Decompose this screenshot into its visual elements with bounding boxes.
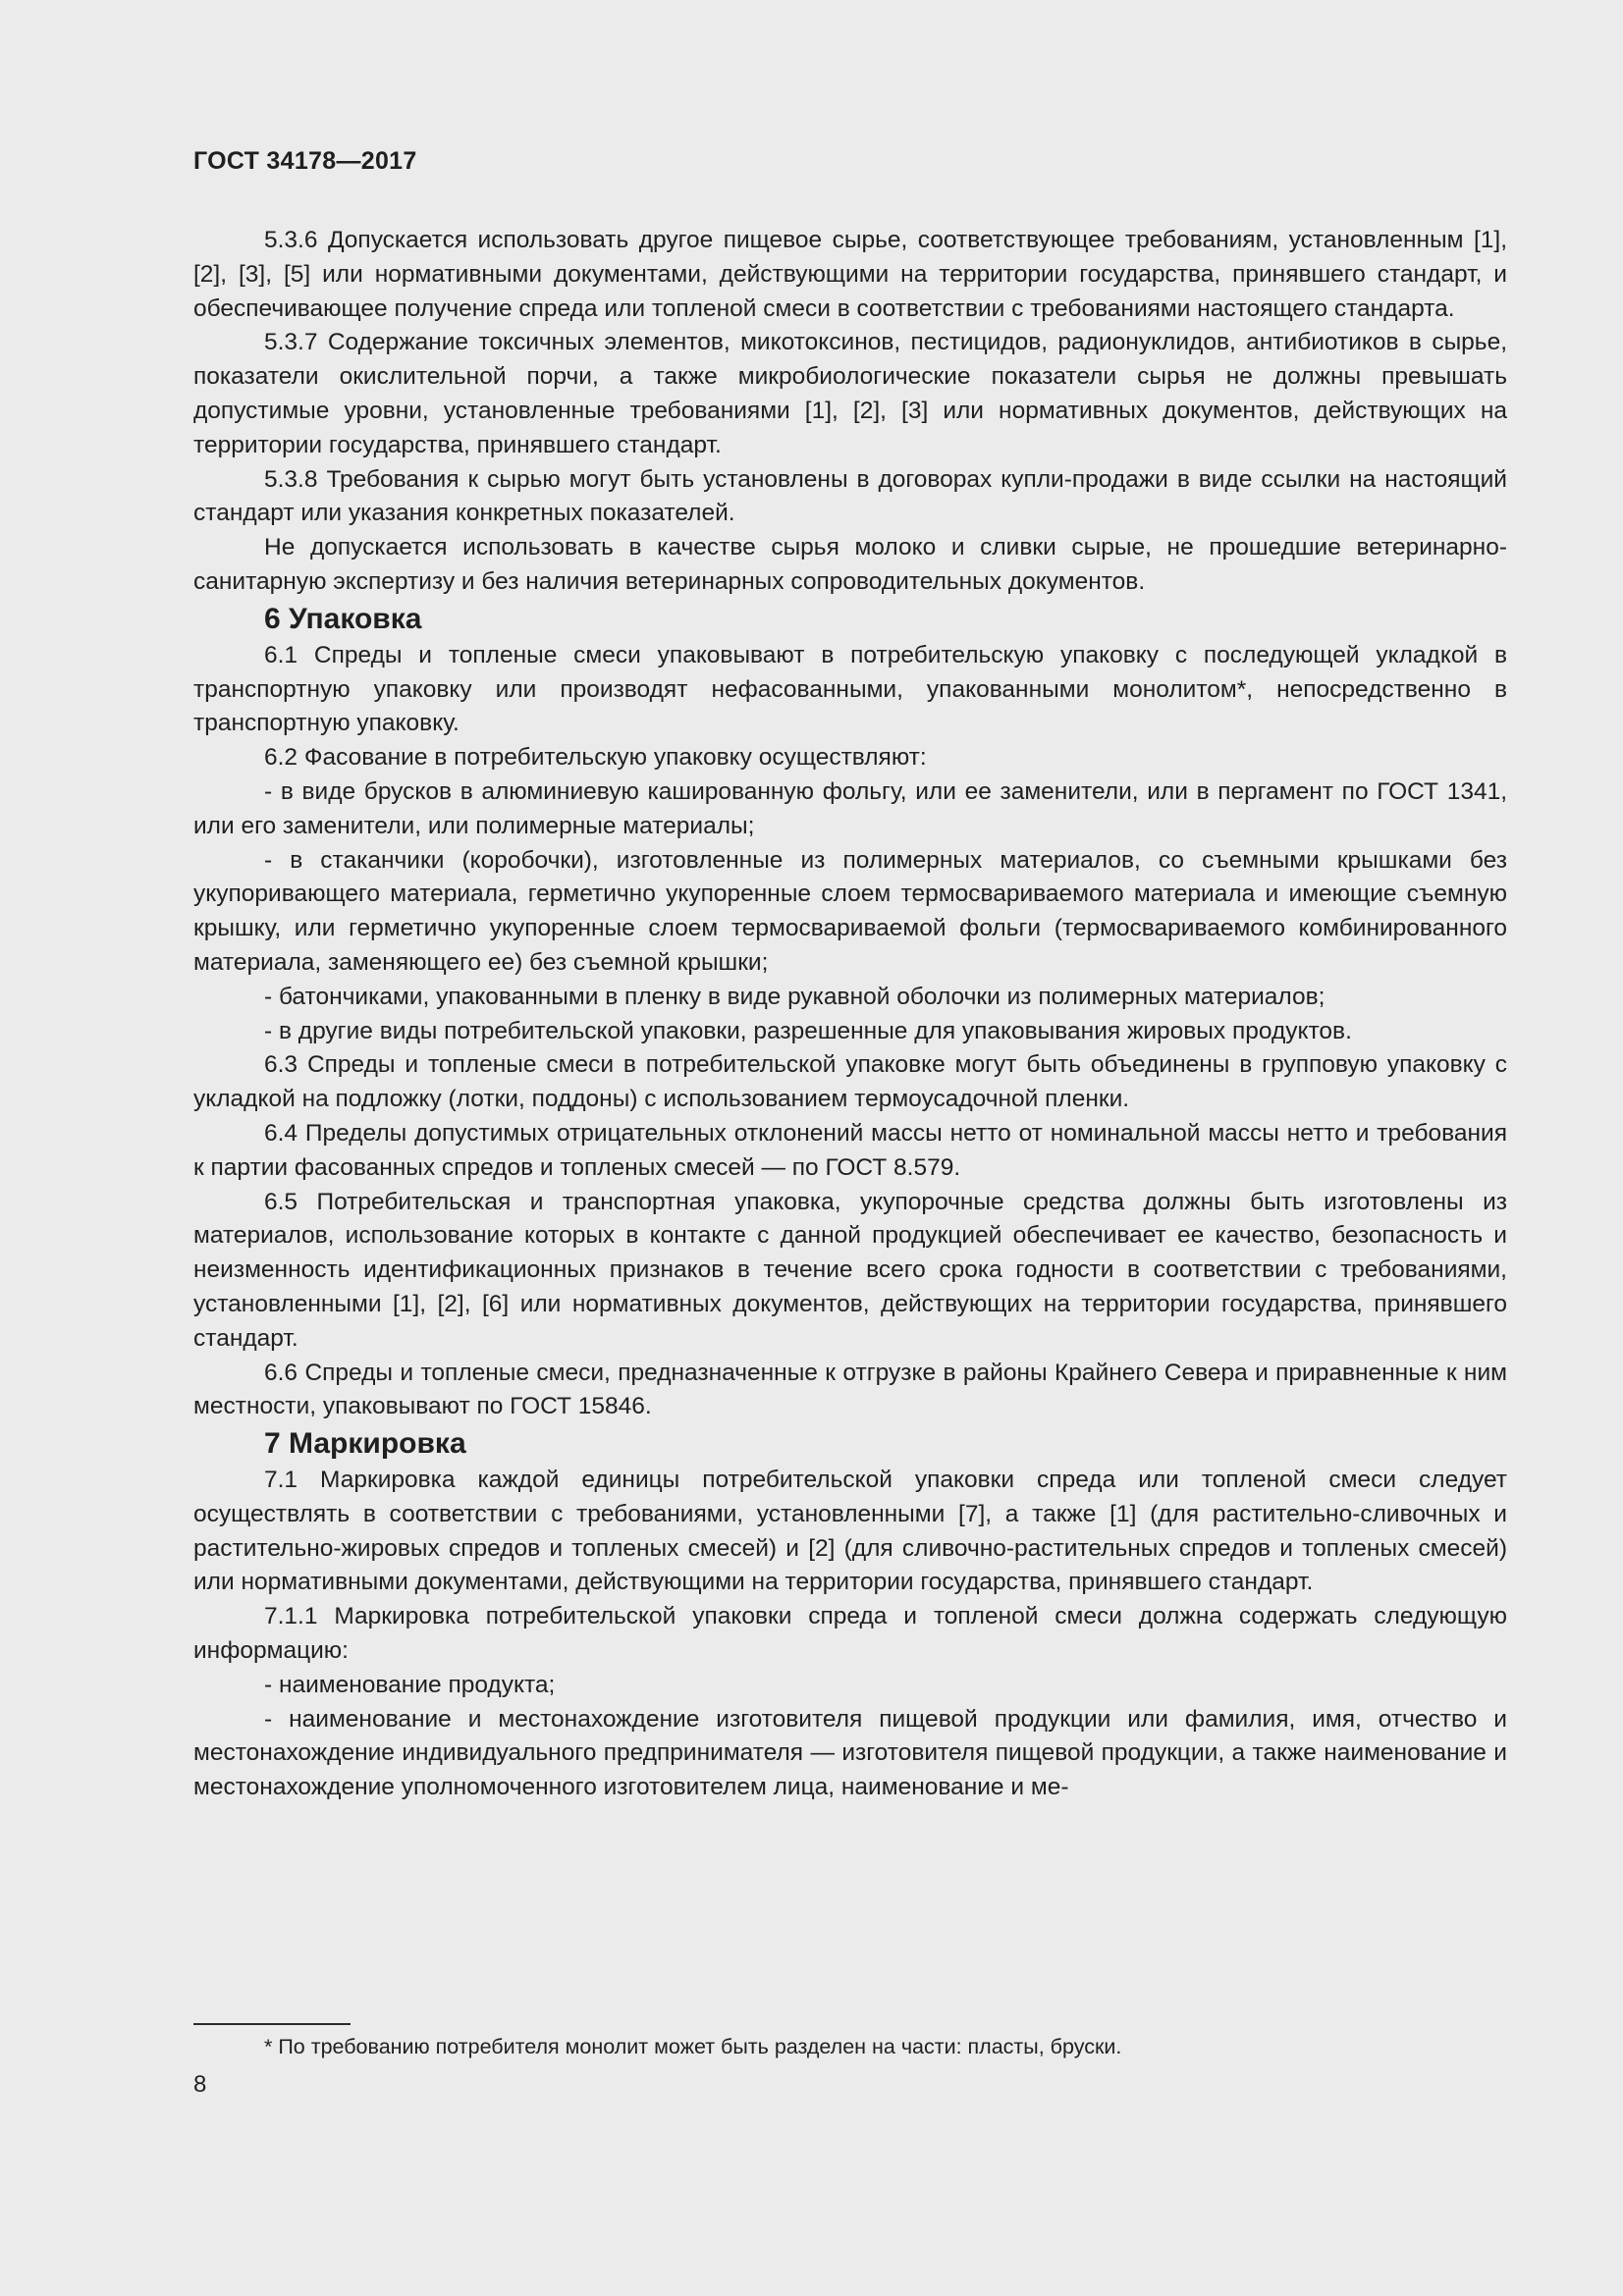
list-item-cups: - в стаканчики (коробочки), изготовленные из полимерных материалов, со съемными крышками без укупоривающего материала, герметично укупоренные слоем термосвариваемого материала и имеющие съемную крышку, или герметично укупоренные слоем термосвариваемой фольги (термосвариваемого комбинированного материала, заменяющего ее) без съемной крышки; [193, 846, 1507, 976]
page-number: 8 [193, 2071, 207, 2098]
paragraph-raw-milk-restriction: Не допускается использовать в качестве сырья молоко и сливки сырые, не прошедшие ветеринарно-санитарную экспертизу и без наличия ветеринарных сопроводительных документов. [193, 534, 1507, 595]
paragraph-5-3-6: 5.3.6 Допускается использовать другое пищевое сырье, соответствующее требованиям, установленным [1], [2], [3], [5] или нормативными документами, действующими на территории государства, принявшего стандарт, и обеспечивающее получение спреда или топленой смеси в соответствии с требованиями настоящего стандарта. [193, 227, 1507, 322]
list-item-sticks: - батончиками, упакованными в пленку в виде рукавной оболочки из полимерных материалов; [264, 983, 1325, 1010]
document-body [193, 224, 1507, 1805]
paragraph-6-2: 6.2 Фасование в потребительскую упаковку осуществляют: [264, 744, 927, 772]
list-item-product-name: - наименование продукта; [264, 1671, 556, 1698]
document-code-header: ГОСТ 34178—2017 [193, 147, 417, 175]
paragraph-7-1-1: 7.1.1 Маркировка потребительской упаковки спреда и топленой смеси должна содержать следующую информацию: [193, 1603, 1507, 1665]
footnote: * По требованию потребителя монолит может быть разделен на части: пласты, бруски. [264, 2035, 1122, 2058]
list-item-other-packaging: - в другие виды потребительской упаковки, разрешенные для упаковывания жировых продуктов. [264, 1017, 1352, 1044]
paragraph-7-1: 7.1 Маркировка каждой единицы потребительской упаковки спреда или топленой смеси следует осуществлять в соответствии с требованиями, установленными [7], а также [1] (для растительно-сливочных и растительно-жировых спредов и топленых смесей) и [2] (для сливочно-растительных спредов и топленых смесей) или нормативными документами, действующими на территории государства, принявшего стандарт. [193, 1467, 1507, 1596]
paragraph-6-4: 6.4 Пределы допустимых отрицательных отклонений массы нетто от номинальной массы нетто и требования к партии фасованных спредов и топленых смесей — по ГОСТ 8.579. [193, 1119, 1507, 1181]
paragraph-5-3-7: 5.3.7 Содержание токсичных элементов, микотоксинов, пестицидов, радионуклидов, антибиотиков в сырье, показатели окислительной порчи, а также микробиологические показатели сырья не должны превышать допустимые уровни, установленные требованиями [1], [2], [3] или нормативных документов, действующих на территории государства, принявшего стандарт. [193, 329, 1507, 458]
paragraph-6-5: 6.5 Потребительская и транспортная упаковка, укупорочные средства должны быть изготовлены из материалов, использование которых в контакте с данной продукцией обеспечивает ее качество, безопасность и неизменность идентификационных признаков в течение всего срока годности в соответствии с требованиями, установленными [1], [2], [6] или нормативных документов, действующих на территории государства, принявшего стандарт. [193, 1188, 1507, 1352]
list-item-bars: - в виде брусков в алюминиевую кашированную фольгу, или ее заменители, или в пергамент по ГОСТ 1341, или его заменители, или полимерные материалы; [193, 777, 1507, 839]
paragraph-5-3-8: 5.3.8 Требования к сырью могут быть установлены в договорах купли-продажи в виде ссылки на настоящий стандарт или указания конкретных показателей. [193, 465, 1507, 527]
paragraph-6-3: 6.3 Спреды и топленые смеси в потребительской упаковке могут быть объединены в групповую упаковку с укладкой на подложку (лотки, поддоны) с использованием термоусадочной пленки. [193, 1051, 1507, 1113]
list-item-manufacturer: - наименование и местонахождение изготовителя пищевой продукции или фамилия, имя, отчество и местонахождение индивидуального предпринимателя — изготовителя пищевой продукции, а также наименование и местонахождение уполномоченного изготовителем лица, наименование и ме- [193, 1705, 1507, 1801]
paragraph-6-1: 6.1 Спреды и топленые смеси упаковывают в потребительскую упаковку с последующей укладкой в транспортную упаковку или производят нефасованными, упакованными монолитом*, непосредственно в транспортную упаковку. [193, 641, 1507, 737]
section-7-heading: 7 Маркировка [264, 1427, 466, 1461]
paragraph-6-6: 6.6 Спреды и топленые смеси, предназначенные к отгрузке в районы Крайнего Севера и приравненные к ним местности, упаковывают по ГОСТ 15846. [193, 1359, 1507, 1420]
section-6-heading: 6 Упаковка [264, 602, 422, 635]
footnote-divider [193, 2023, 351, 2025]
